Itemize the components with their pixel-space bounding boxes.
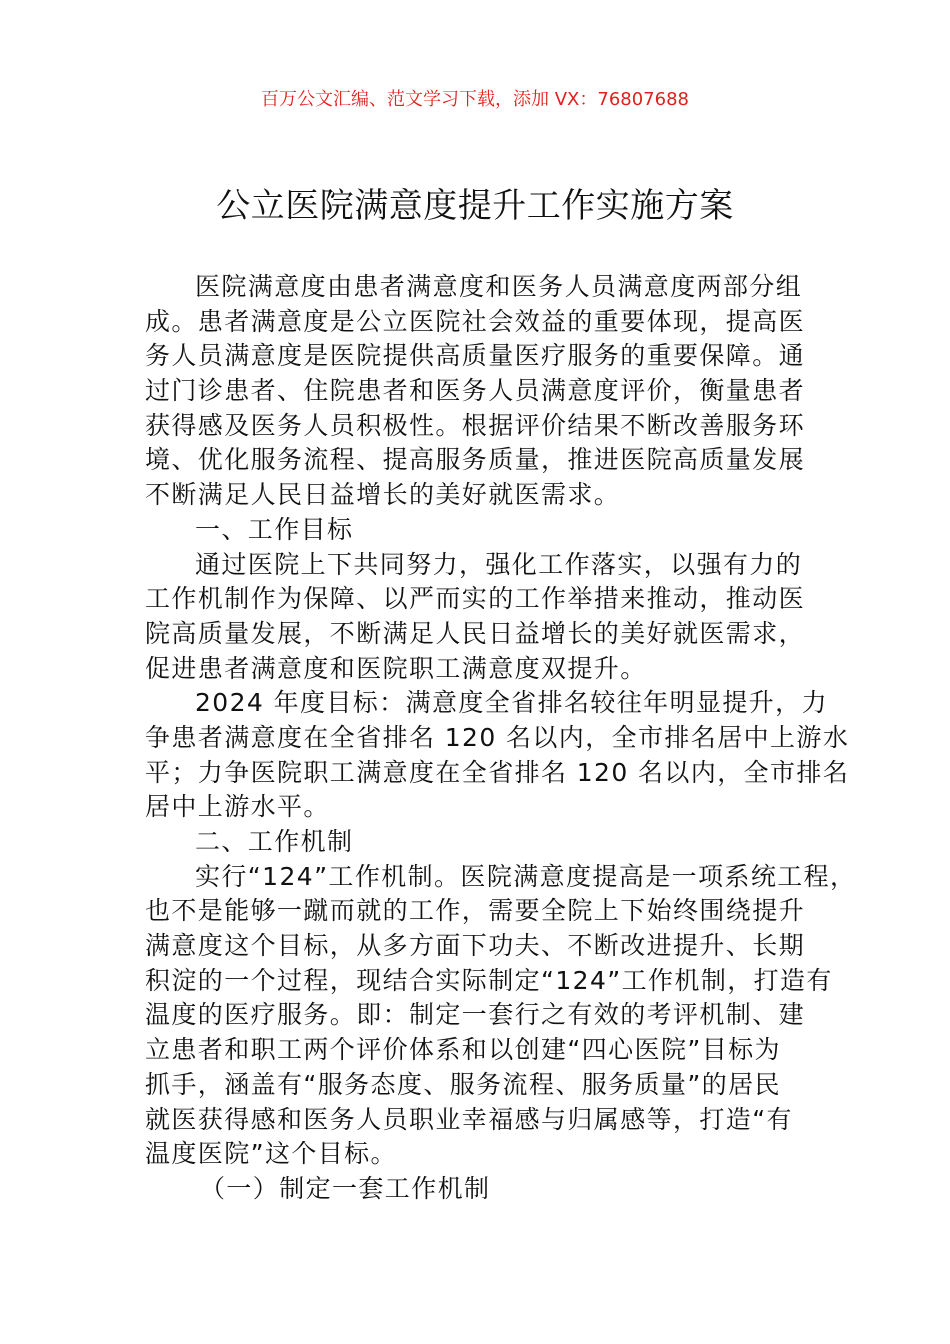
document-body — [145, 270, 857, 1207]
text-line: 抓手，涵盖有“服务态度、服务流程、服务质量”的居民 — [145, 1069, 781, 1099]
section-heading: 二、工作机制 — [195, 827, 354, 856]
text-line: 温度的医疗服务。即：制定一套行之有效的考评机制、建 — [145, 1000, 806, 1030]
text-line: 境、优化服务流程、提高服务质量，推进医院高质量发展 — [145, 445, 806, 475]
text-line: 2024 年度目标：满意度全省排名较往年明显提升，力 — [195, 688, 828, 718]
text-line: 平；力争医院职工满意度在全省排名 120 名以内，全市排名 — [145, 757, 850, 787]
text-line: 过门诊患者、住院患者和医务人员满意度评价，衡量患者 — [145, 376, 806, 406]
text-line: 工作机制作为保障、以严而实的工作举措来推动，推动医 — [145, 584, 806, 614]
watermark-header: 百万公文汇编、范文学习下载，添加 VX：76807688 — [261, 89, 689, 110]
text-line: 实行“124”工作机制。医院满意度提高是一项系统工程， — [195, 861, 857, 891]
text-line: 温度医院”这个目标。 — [145, 1139, 397, 1169]
text-line: 居中上游水平。 — [145, 792, 330, 822]
text-line: 满意度这个目标，从多方面下功夫、不断改进提升、长期 — [145, 931, 806, 961]
text-line: 争患者满意度在全省排名 120 名以内，全市排名居中上游水 — [145, 722, 850, 752]
text-line: 医院满意度由患者满意度和医务人员满意度两部分组 — [195, 272, 803, 301]
text-line: 立患者和职工两个评价体系和以创建“四心医院”目标为 — [145, 1035, 781, 1065]
section-heading: 一、工作目标 — [195, 514, 354, 544]
text-line: 获得感及医务人员积极性。根据评价结果不断改善服务环 — [145, 410, 806, 440]
text-line: 不断满足人民日益增长的美好就医需求。 — [145, 480, 621, 510]
subsection-heading: （一）制定一套工作机制 — [200, 1173, 491, 1203]
document-title: 公立医院满意度提升工作实施方案 — [216, 186, 734, 226]
text-line: 也不是能够一蹴而就的工作，需要全院上下始终围绕提升 — [145, 896, 806, 926]
text-line: 就医获得感和医务人员职业幸福感与归属感等，打造“有 — [145, 1104, 793, 1134]
text-line: 务人员满意度是医院提供高质量医疗服务的重要保障。通 — [145, 341, 806, 371]
text-line: 院高质量发展，不断满足人民日益增长的美好就医需求， — [145, 618, 806, 648]
text-line: 促进患者满意度和医院职工满意度双提升。 — [145, 653, 647, 683]
text-line: 通过医院上下共同努力，强化工作落实，以强有力的 — [195, 549, 803, 579]
text-line: 成。患者满意度是公立医院社会效益的重要体现，提高医 — [145, 306, 806, 336]
text-line: 积淀的一个过程，现结合实际制定“124”工作机制，打造有 — [145, 965, 833, 995]
